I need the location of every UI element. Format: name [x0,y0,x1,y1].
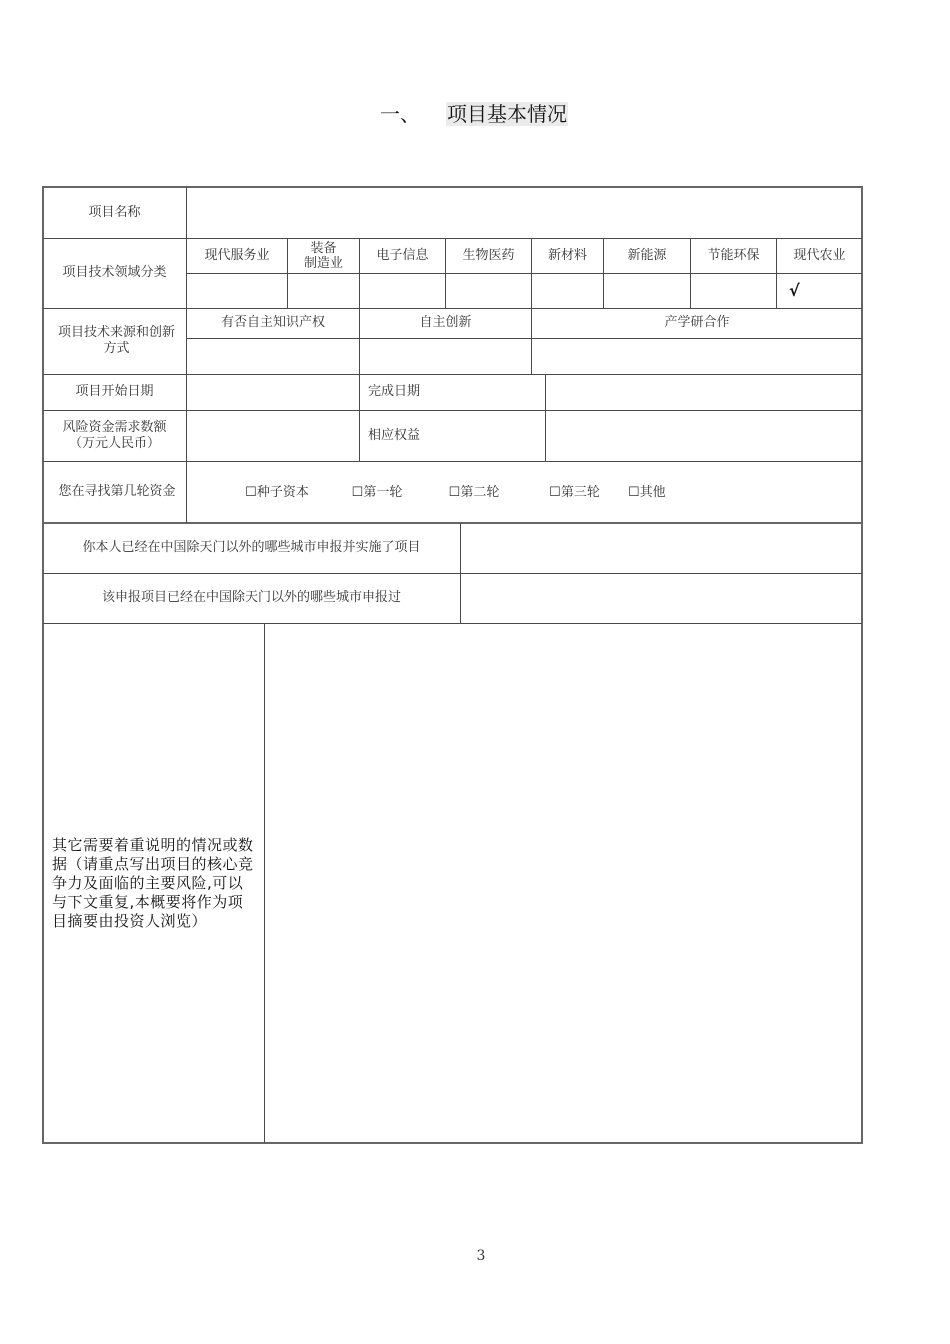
project-cities-label: 该申报项目已经在中国除天门以外的哪些城市申报过 [101,590,401,605]
tech-source-ip-field[interactable] [187,339,359,374]
tech-field-option-new-energy: 新能源 [627,247,667,263]
tech-field-option-modern-agriculture: 现代农业 [793,247,846,263]
project-cities-field[interactable] [461,574,862,623]
section-number: 一、 [380,102,420,126]
personal-cities-label: 你本人已经在中国除天门以外的哪些城市申报并实施了项目 [82,540,421,555]
personal-cities-field[interactable] [461,524,862,573]
checkmark-icon[interactable]: √ [789,281,800,300]
tech-field-option-modern-services: 现代服务业 [204,247,270,263]
tech-field-option-equipment-manufacturing [288,238,359,273]
funding-round-label: 您在寻找第几轮资金 [58,484,176,499]
funding-amount-label [43,410,186,461]
table-border-bottom [43,1142,863,1144]
tech-field-check-new-energy[interactable] [604,274,690,308]
funding-round-option-other[interactable]: ☐其他 [628,484,666,500]
col-divider [359,374,360,461]
tech-source-label: 项目技术来源和创新方式 [57,325,175,356]
equity-field[interactable] [546,411,862,461]
start-date-label: 项目开始日期 [75,384,154,399]
tech-source-independent-field[interactable] [360,339,531,374]
funding-amount-field[interactable] [187,411,359,461]
tech-field-check-electronics[interactable] [360,274,445,308]
funding-round-option-first[interactable]: ☐第一轮 [351,484,403,500]
funding-amount-label-line2: （万元人民币） [68,435,160,451]
funding-round-option-seed[interactable]: ☐种子资本 [245,484,309,500]
start-date-field[interactable] [187,375,359,410]
tech-field-option-electronics: 电子信息 [376,247,429,263]
section-heading [380,98,568,127]
tech-field-check-new-materials[interactable] [532,274,603,308]
tech-field-check-energy-saving[interactable] [691,274,776,308]
summary-label: 其它需要着重说明的情况或数据（请重点写出项目的核心竞争力及面临的主要风险,可以与下文重复,本概要将作为项目摘要由投资人浏览） [52,835,254,930]
tech-source-ip-header: 有否自主知识产权 [220,315,325,330]
tech-field-check-biomedicine[interactable] [446,274,531,308]
tech-field-option-energy-saving: 节能环保 [707,247,760,263]
funding-round-option-second[interactable]: ☐第二轮 [448,484,500,500]
funding-round-options [187,462,862,523]
tech-field-check-equipment-manufacturing[interactable] [288,274,359,308]
tech-field-option-new-materials: 新材料 [547,247,587,263]
end-date-label: 完成日期 [368,384,421,399]
tech-source-cooperation-header: 产学研合作 [664,315,730,330]
section-title: 项目基本情况 [447,102,567,126]
tech-field-label: 项目技术领域分类 [62,265,167,280]
tech-field-check-modern-services[interactable] [187,274,287,308]
project-name-field[interactable] [187,187,862,238]
project-name-label: 项目名称 [88,204,141,220]
funding-round-option-third[interactable]: ☐第三轮 [549,484,600,500]
end-date-field[interactable] [546,375,862,410]
tech-source-cooperation-field[interactable] [532,339,862,374]
page-number: 3 [476,1248,486,1264]
tech-field-option-biomedicine: 生物医药 [462,247,515,263]
summary-field[interactable] [265,624,862,1142]
funding-amount-label-line1: 风险资金需求数额 [62,419,167,435]
option-label-line1: 装备 [310,240,337,256]
tech-source-independent-header: 自主创新 [419,315,472,330]
equity-label: 相应权益 [368,427,421,443]
option-label-line2: 制造业 [303,255,343,271]
